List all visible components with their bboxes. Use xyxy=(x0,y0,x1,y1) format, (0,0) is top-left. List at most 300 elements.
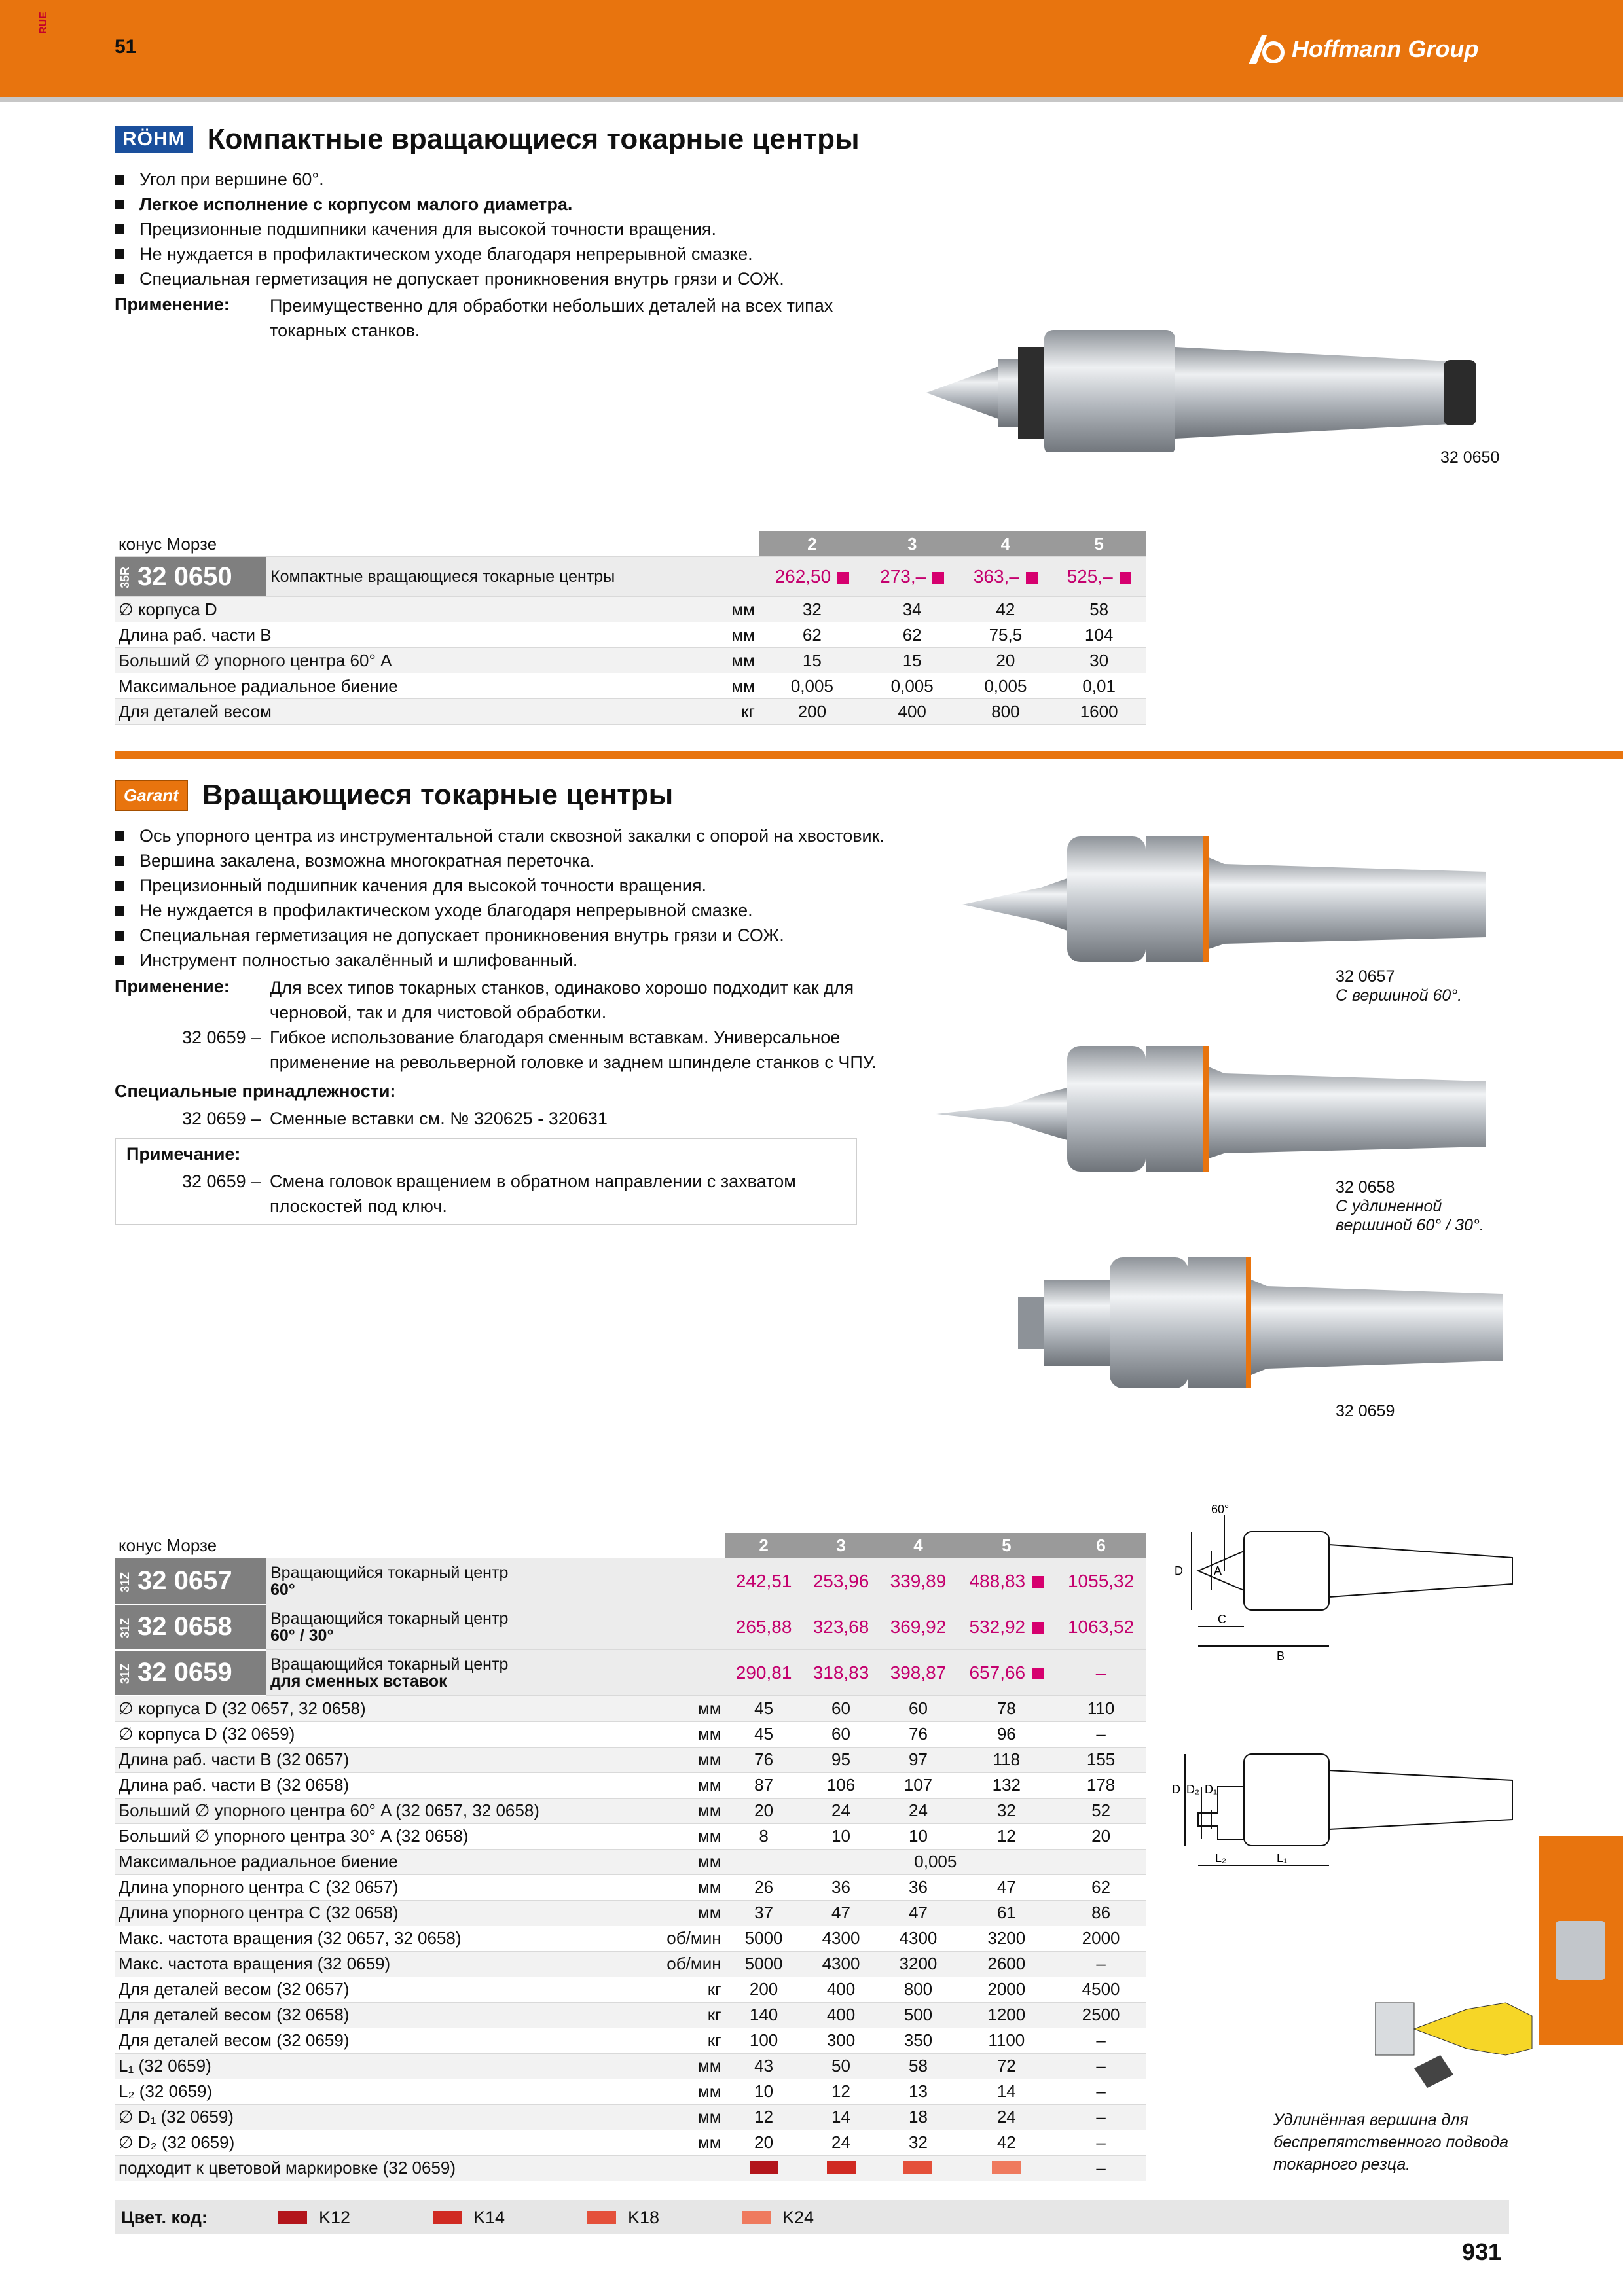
price: 290,81 xyxy=(735,1662,792,1683)
price-cell[interactable] xyxy=(1056,1604,1146,1650)
price-cell[interactable] xyxy=(725,1558,803,1604)
row-label: ∅ D₁ (32 0659) xyxy=(115,2104,641,2130)
row-value: 110 xyxy=(1056,1696,1146,1722)
color-swatch xyxy=(903,2161,932,2174)
row-value: 24 xyxy=(879,1798,957,1823)
article-row xyxy=(115,1650,1146,1696)
row-value: 500 xyxy=(879,2002,957,2028)
price: 339,89 xyxy=(890,1570,947,1591)
row-unit: кг xyxy=(641,2002,725,2028)
row-label: Больший ∅ упорного центра 60° A (32 0657, 32 0658) xyxy=(115,1798,641,1823)
article-number-cell[interactable] xyxy=(115,1558,266,1604)
garant-logo: Garant xyxy=(115,780,188,811)
col-header: 3 xyxy=(803,1533,880,1558)
row-unit: мм xyxy=(641,1772,725,1798)
price-cell[interactable] xyxy=(866,557,959,597)
row-value: – xyxy=(1056,2079,1146,2104)
color-swatch xyxy=(433,2211,462,2224)
table-row xyxy=(115,1900,1146,1926)
diagram-label: D₁ xyxy=(1205,1783,1218,1796)
application-ref: 32 0659 – xyxy=(182,1028,261,1047)
section2-table xyxy=(115,1533,1146,2181)
row-label: Макс. частота вращения (32 0659) xyxy=(115,1951,641,1977)
cart-icon[interactable] xyxy=(1032,1668,1044,1679)
brand-name: Hoffmann Group xyxy=(1292,35,1479,62)
row-value: 15 xyxy=(759,648,866,673)
article-desc-line: Вращающийся токарный центр xyxy=(270,1655,509,1674)
article-desc-line: Вращающийся токарный центр xyxy=(270,1609,509,1628)
row-value: 95 xyxy=(803,1747,880,1772)
article-prefix: 35R xyxy=(119,567,132,589)
diagram-label: L₁ xyxy=(1277,1852,1288,1865)
row-value: 1600 xyxy=(1052,699,1146,725)
price-cell[interactable] xyxy=(879,1604,957,1650)
color-code-bar xyxy=(115,2200,1509,2234)
row-value: 24 xyxy=(803,1798,880,1823)
table-row xyxy=(115,1926,1146,1951)
side-code: RUE xyxy=(38,12,49,34)
price-cell[interactable] xyxy=(957,1558,1056,1604)
row-unit: мм xyxy=(641,1874,725,1900)
row-value: 1100 xyxy=(957,2028,1056,2053)
row-label: Больший ∅ упорного центра 60° A xyxy=(115,648,666,673)
image-caption: 32 0650 xyxy=(1440,448,1500,467)
section-divider xyxy=(115,751,1623,759)
footer-page-number: 931 xyxy=(1462,2238,1502,2265)
article-number: 32 0650 xyxy=(137,562,232,591)
col-header: 2 xyxy=(759,531,866,557)
row-value: 4500 xyxy=(1056,1977,1146,2002)
row-unit: мм xyxy=(666,622,759,648)
color-swatch xyxy=(827,2161,856,2174)
bullet: Прецизионный подшипник качения для высокой точности вращения. xyxy=(115,873,1018,898)
diagram-label: A xyxy=(1214,1564,1222,1577)
section2-heading xyxy=(115,779,673,812)
bullet: Ось упорного центра из инструментальной стали сквозной закалки с опорой на хвостовик. xyxy=(115,823,1018,848)
section2-title: Вращающиеся токарные центры xyxy=(202,779,674,811)
row-value: 12 xyxy=(725,2104,803,2130)
row-value: – xyxy=(1056,1951,1146,1977)
table-row xyxy=(115,2079,1146,2104)
row-value: 10 xyxy=(879,1823,957,1849)
image-caption: 32 0659 xyxy=(1336,1402,1395,1420)
article-number: 32 0658 xyxy=(137,1612,232,1641)
hoffmann-logo-icon xyxy=(1247,33,1286,65)
diagram-label: D xyxy=(1172,1783,1180,1796)
price: 273,– xyxy=(880,566,926,586)
row-label: Длина упорного центра C (32 0658) xyxy=(115,1900,641,1926)
accessories-text: Сменные вставки см. № 320625 - 320631 xyxy=(270,1109,608,1128)
bullet: Угол при вершине 60°. xyxy=(115,167,966,192)
row-value: 800 xyxy=(879,1977,957,2002)
price-cell[interactable] xyxy=(879,1650,957,1696)
inset-caption: Удлинённая вершина для беспрепятственного подвода токарного резца. xyxy=(1273,2111,1509,2174)
accessories-ref: 32 0659 – xyxy=(182,1109,261,1128)
price: 532,92 xyxy=(969,1616,1026,1637)
color-code-name: K14 xyxy=(473,2207,505,2227)
price-cell[interactable] xyxy=(957,1650,1056,1696)
price: 323,68 xyxy=(812,1616,869,1637)
image-desc: С удлиненной вершиной 60° / 30°. xyxy=(1336,1197,1484,1234)
bullet: Специальная герметизация не допускает проникновения внутрь грязи и СОЖ. xyxy=(115,923,1018,948)
row-value: 13 xyxy=(879,2079,957,2104)
row-value: 34 xyxy=(866,597,959,622)
row-value: 1200 xyxy=(957,2002,1056,2028)
table-row xyxy=(115,648,1146,673)
table-row xyxy=(115,2028,1146,2053)
row-value: 32 xyxy=(879,2130,957,2155)
row-value: 45 xyxy=(725,1721,803,1747)
col-header: 4 xyxy=(959,531,1053,557)
article-prefix: 31Z xyxy=(119,1571,132,1592)
bullet: Инструмент полностью закалённый и шлифованный. xyxy=(115,948,1018,973)
col-header: 4 xyxy=(879,1533,957,1558)
color-mark: – xyxy=(1056,2155,1146,2181)
row-value: 47 xyxy=(957,1874,1056,1900)
section1-table xyxy=(115,531,1146,725)
accessories-label: Специальные принадлежности: xyxy=(115,1081,396,1101)
price: 318,83 xyxy=(812,1662,869,1683)
color-mark xyxy=(803,2155,880,2181)
application-label: Применение: xyxy=(115,977,230,996)
row-value: 106 xyxy=(803,1772,880,1798)
row-value: 42 xyxy=(959,597,1053,622)
row-value: 42 xyxy=(957,2130,1056,2155)
row-label: L₁ (32 0659) xyxy=(115,2053,641,2079)
brand-logo xyxy=(1247,33,1478,65)
article-desc-variant: 60° / 30° xyxy=(270,1626,334,1645)
row-unit: мм xyxy=(641,2079,725,2104)
row-unit: кг xyxy=(641,2028,725,2053)
row-label: Длина раб. части B (32 0658) xyxy=(115,1772,641,1798)
row-value: 32 xyxy=(957,1798,1056,1823)
diagram-label: D₂ xyxy=(1186,1783,1199,1796)
row-value: – xyxy=(1056,2104,1146,2130)
row-unit: мм xyxy=(641,1721,725,1747)
price-cell[interactable] xyxy=(725,1604,803,1650)
row-label: Больший ∅ упорного центра 30° A (32 0658) xyxy=(115,1823,641,1849)
row-value: 97 xyxy=(879,1747,957,1772)
color-code-name: K12 xyxy=(319,2207,351,2227)
row-value: 75,5 xyxy=(959,622,1053,648)
price: 657,66 xyxy=(969,1662,1026,1683)
row-unit: мм xyxy=(641,1798,725,1823)
row-unit: мм xyxy=(641,2053,725,2079)
image-number: 32 0658 xyxy=(1336,1178,1395,1196)
price: 242,51 xyxy=(735,1570,792,1591)
row-value: 10 xyxy=(803,1823,880,1849)
row-value: 400 xyxy=(803,2002,880,2028)
note-text: Смена головок вращением в обратном направлении с захватом плоскостей под ключ. xyxy=(270,1172,796,1216)
cart-icon[interactable] xyxy=(1120,572,1131,584)
row-label: ∅ корпуса D xyxy=(115,597,666,622)
row-label: Максимальное радиальное биение xyxy=(115,1849,641,1874)
article-number-cell[interactable] xyxy=(115,1604,266,1650)
article-number: 32 0657 xyxy=(137,1566,232,1595)
row-value: 2000 xyxy=(957,1977,1056,2002)
price: 398,87 xyxy=(890,1662,947,1683)
cart-icon[interactable] xyxy=(932,572,944,584)
row-value: 4300 xyxy=(879,1926,957,1951)
row-value: 200 xyxy=(759,699,866,725)
color-swatch xyxy=(278,2211,307,2224)
row-value: 61 xyxy=(957,1900,1056,1926)
row-value: 43 xyxy=(725,2053,803,2079)
row-value: 50 xyxy=(803,2053,880,2079)
image-caption xyxy=(1336,967,1462,1005)
row-value: 0,005 xyxy=(866,673,959,699)
col-header: 5 xyxy=(957,1533,1056,1558)
row-value: 12 xyxy=(803,2079,880,2104)
color-code-label: Цвет. код: xyxy=(121,2207,208,2227)
row-value: 58 xyxy=(879,2053,957,2079)
row-value: – xyxy=(1056,1721,1146,1747)
diagram-label: D xyxy=(1175,1564,1183,1577)
price-cell[interactable] xyxy=(959,557,1053,597)
color-code-list xyxy=(278,2208,896,2228)
price-cell[interactable] xyxy=(957,1604,1056,1650)
row-value: 2500 xyxy=(1056,2002,1146,2028)
article-prefix: 31Z xyxy=(119,1617,132,1638)
row-value: 10 xyxy=(725,2079,803,2104)
price: 262,50 xyxy=(775,566,831,586)
row-value: 107 xyxy=(879,1772,957,1798)
table-row xyxy=(115,597,1146,622)
table-row xyxy=(115,2155,1146,2181)
row-value: 52 xyxy=(1056,1798,1146,1823)
row-unit: мм xyxy=(641,1747,725,1772)
color-swatch xyxy=(750,2161,778,2174)
row-value: 62 xyxy=(1056,1874,1146,1900)
row-unit: мм xyxy=(641,2130,725,2155)
price-cell[interactable] xyxy=(1052,557,1146,597)
row-value: 86 xyxy=(1056,1900,1146,1926)
table-row xyxy=(115,1874,1146,1900)
table-row xyxy=(115,1696,1146,1722)
application-text: Для всех типов токарных станков, одинаково хорошо подходит как для черновой, так и для чистовой обработки. xyxy=(270,978,854,1022)
cart-icon[interactable] xyxy=(837,572,849,584)
row-value: 104 xyxy=(1052,622,1146,648)
row-value: 45 xyxy=(725,1696,803,1722)
table-row xyxy=(115,1951,1146,1977)
note-label: Примечание: xyxy=(126,1144,241,1164)
row-value: 0,005 xyxy=(959,673,1053,699)
table-row xyxy=(115,1823,1146,1849)
application-label: Применение: xyxy=(115,295,230,314)
application-text: Преимущественно для обработки небольших деталей на всех типах токарных станков. xyxy=(270,296,833,340)
row-value: 36 xyxy=(803,1874,880,1900)
section1-title: Компактные вращающиеся токарные центры xyxy=(207,123,860,155)
header-label: конус Морзе xyxy=(115,531,759,557)
row-label: Длина упорного центра C (32 0657) xyxy=(115,1874,641,1900)
image-desc: С вершиной 60°. xyxy=(1336,986,1463,1005)
section2-bullets xyxy=(115,823,1018,973)
diagram-label: 60° xyxy=(1211,1505,1230,1516)
center-60-30-image xyxy=(936,1041,1512,1172)
table-row xyxy=(115,1747,1146,1772)
row-value: 2600 xyxy=(957,1951,1056,1977)
section1-bullets xyxy=(115,167,966,291)
table-row xyxy=(115,1721,1146,1747)
row-value: 3200 xyxy=(957,1926,1056,1951)
row-value: 32 xyxy=(759,597,866,622)
row-label: Для деталей весом xyxy=(115,699,666,725)
col-header: 3 xyxy=(866,531,959,557)
article-desc-line: Вращающийся токарный центр xyxy=(270,1563,509,1582)
price-cell[interactable] xyxy=(803,1604,880,1650)
row-value: 60 xyxy=(803,1721,880,1747)
color-code-item xyxy=(433,2208,587,2228)
price-cell[interactable] xyxy=(725,1650,803,1696)
row-value: 14 xyxy=(957,2079,1056,2104)
price-cell[interactable] xyxy=(803,1650,880,1696)
row-value: 8 xyxy=(725,1823,803,1849)
row-value: 140 xyxy=(725,2002,803,2028)
diagram-label: L₂ xyxy=(1215,1852,1226,1865)
color-swatch xyxy=(587,2211,616,2224)
price: 1063,52 xyxy=(1067,1616,1135,1637)
price-cell[interactable] xyxy=(759,557,866,597)
table-row xyxy=(115,1798,1146,1823)
row-value: 58 xyxy=(1052,597,1146,622)
row-value: 800 xyxy=(959,699,1053,725)
row-value: 18 xyxy=(879,2104,957,2130)
price-cell[interactable] xyxy=(879,1558,957,1604)
side-tab[interactable] xyxy=(1539,1836,1623,2045)
row-value: 26 xyxy=(725,1874,803,1900)
article-number-cell[interactable] xyxy=(115,557,266,597)
row-value: – xyxy=(1056,2053,1146,2079)
header-divider xyxy=(0,97,1623,102)
table-row xyxy=(115,1772,1146,1798)
row-value: 132 xyxy=(957,1772,1056,1798)
row-value: 4300 xyxy=(803,1926,880,1951)
article-desc-variant: 60° xyxy=(270,1580,295,1599)
row-value: 0,01 xyxy=(1052,673,1146,699)
cart-icon[interactable] xyxy=(1032,1622,1044,1634)
row-unit: мм xyxy=(641,1696,725,1722)
color-mark xyxy=(957,2155,1056,2181)
bullet: Не нуждается в профилактическом уходе благодаря непрерывной смазке. xyxy=(115,242,966,266)
row-label: ∅ корпуса D (32 0657, 32 0658) xyxy=(115,1696,641,1722)
price-cell[interactable] xyxy=(1056,1650,1146,1696)
center-inserts-image xyxy=(1018,1253,1516,1391)
color-code-item xyxy=(742,2208,896,2228)
row-value: 20 xyxy=(1056,1823,1146,1849)
cart-icon[interactable] xyxy=(1032,1576,1044,1588)
row-value: 155 xyxy=(1056,1747,1146,1772)
color-code-item xyxy=(587,2208,742,2228)
table-row xyxy=(115,2130,1146,2155)
row-value: 5000 xyxy=(725,1926,803,1951)
bullet: Прецизионные подшипники качения для высокой точности вращения. xyxy=(115,217,966,242)
row-label: Макс. частота вращения (32 0657, 32 0658) xyxy=(115,1926,641,1951)
diagram-label: B xyxy=(1277,1649,1285,1662)
row-label: Максимальное радиальное биение xyxy=(115,673,666,699)
color-code-name: K18 xyxy=(628,2207,660,2227)
price-cell[interactable] xyxy=(803,1558,880,1604)
row-label: L₂ (32 0659) xyxy=(115,2079,641,2104)
price: 265,88 xyxy=(735,1616,792,1637)
row-value: 3200 xyxy=(879,1951,957,1977)
row-label: Длина раб. части B (32 0657) xyxy=(115,1747,641,1772)
article-row xyxy=(115,1604,1146,1650)
row-value: 76 xyxy=(725,1747,803,1772)
table-row xyxy=(115,2002,1146,2028)
row-label: Для деталей весом (32 0657) xyxy=(115,1977,641,2002)
row-unit: мм xyxy=(641,1849,725,1874)
cart-icon[interactable] xyxy=(1026,572,1038,584)
table-row xyxy=(115,622,1146,648)
row-value: 350 xyxy=(879,2028,957,2053)
article-desc xyxy=(266,1604,725,1650)
row-label: подходит к цветовой маркировке (32 0659) xyxy=(115,2155,641,2181)
bullet: Не нуждается в профилактическом уходе благодаря непрерывной смазке. xyxy=(115,898,1018,923)
article-number: 32 0659 xyxy=(137,1658,232,1687)
table-row xyxy=(115,673,1146,699)
page-number: 51 xyxy=(115,36,137,58)
row-value: 60 xyxy=(879,1696,957,1722)
bullet: Легкое исполнение с корпусом малого диаметра. xyxy=(115,192,966,217)
col-header: 5 xyxy=(1052,531,1146,557)
color-code-name: K24 xyxy=(782,2207,814,2227)
rohm-logo: RÖHM xyxy=(115,126,193,153)
row-value: 20 xyxy=(725,2130,803,2155)
row-value: 47 xyxy=(803,1900,880,1926)
compact-center-image xyxy=(926,321,1516,452)
row-value: 400 xyxy=(866,699,959,725)
row-value: 118 xyxy=(957,1747,1056,1772)
row-value-span: 0,005 xyxy=(725,1849,1146,1874)
row-label: ∅ D₂ (32 0659) xyxy=(115,2130,641,2155)
row-value: 200 xyxy=(725,1977,803,2002)
row-value: 100 xyxy=(725,2028,803,2053)
article-number-cell[interactable] xyxy=(115,1650,266,1696)
row-unit: мм xyxy=(666,673,759,699)
color-swatch xyxy=(742,2211,771,2224)
row-value: 37 xyxy=(725,1900,803,1926)
row-value: 96 xyxy=(957,1721,1056,1747)
price: 253,96 xyxy=(812,1570,869,1591)
article-desc xyxy=(266,1558,725,1604)
row-value: 24 xyxy=(803,2130,880,2155)
price: 488,83 xyxy=(969,1570,1026,1591)
table-row xyxy=(115,699,1146,725)
row-value: – xyxy=(1056,2130,1146,2155)
row-unit: мм xyxy=(666,648,759,673)
col-header: 2 xyxy=(725,1533,803,1558)
row-value: 400 xyxy=(803,1977,880,2002)
price: – xyxy=(1095,1662,1106,1683)
image-number: 32 0657 xyxy=(1336,967,1395,986)
dimension-diagram xyxy=(1172,1505,1539,1872)
row-unit: кг xyxy=(641,1977,725,2002)
article-desc: Компактные вращающиеся токарные центры xyxy=(266,557,759,597)
row-label: Для деталей весом (32 0658) xyxy=(115,2002,641,2028)
row-value: 24 xyxy=(957,2104,1056,2130)
row-value: – xyxy=(1056,2028,1146,2053)
article-desc-variant: для сменных вставок xyxy=(270,1672,447,1691)
bullet: Вершина закалена, возможна многократная переточка. xyxy=(115,848,1018,873)
row-value: 36 xyxy=(879,1874,957,1900)
row-value: 60 xyxy=(803,1696,880,1722)
image-caption xyxy=(1336,1178,1506,1235)
price-cell[interactable] xyxy=(1056,1558,1146,1604)
row-unit: кг xyxy=(666,699,759,725)
header-label: конус Морзе xyxy=(115,1533,725,1558)
row-value: 4300 xyxy=(803,1951,880,1977)
row-value: 300 xyxy=(803,2028,880,2053)
